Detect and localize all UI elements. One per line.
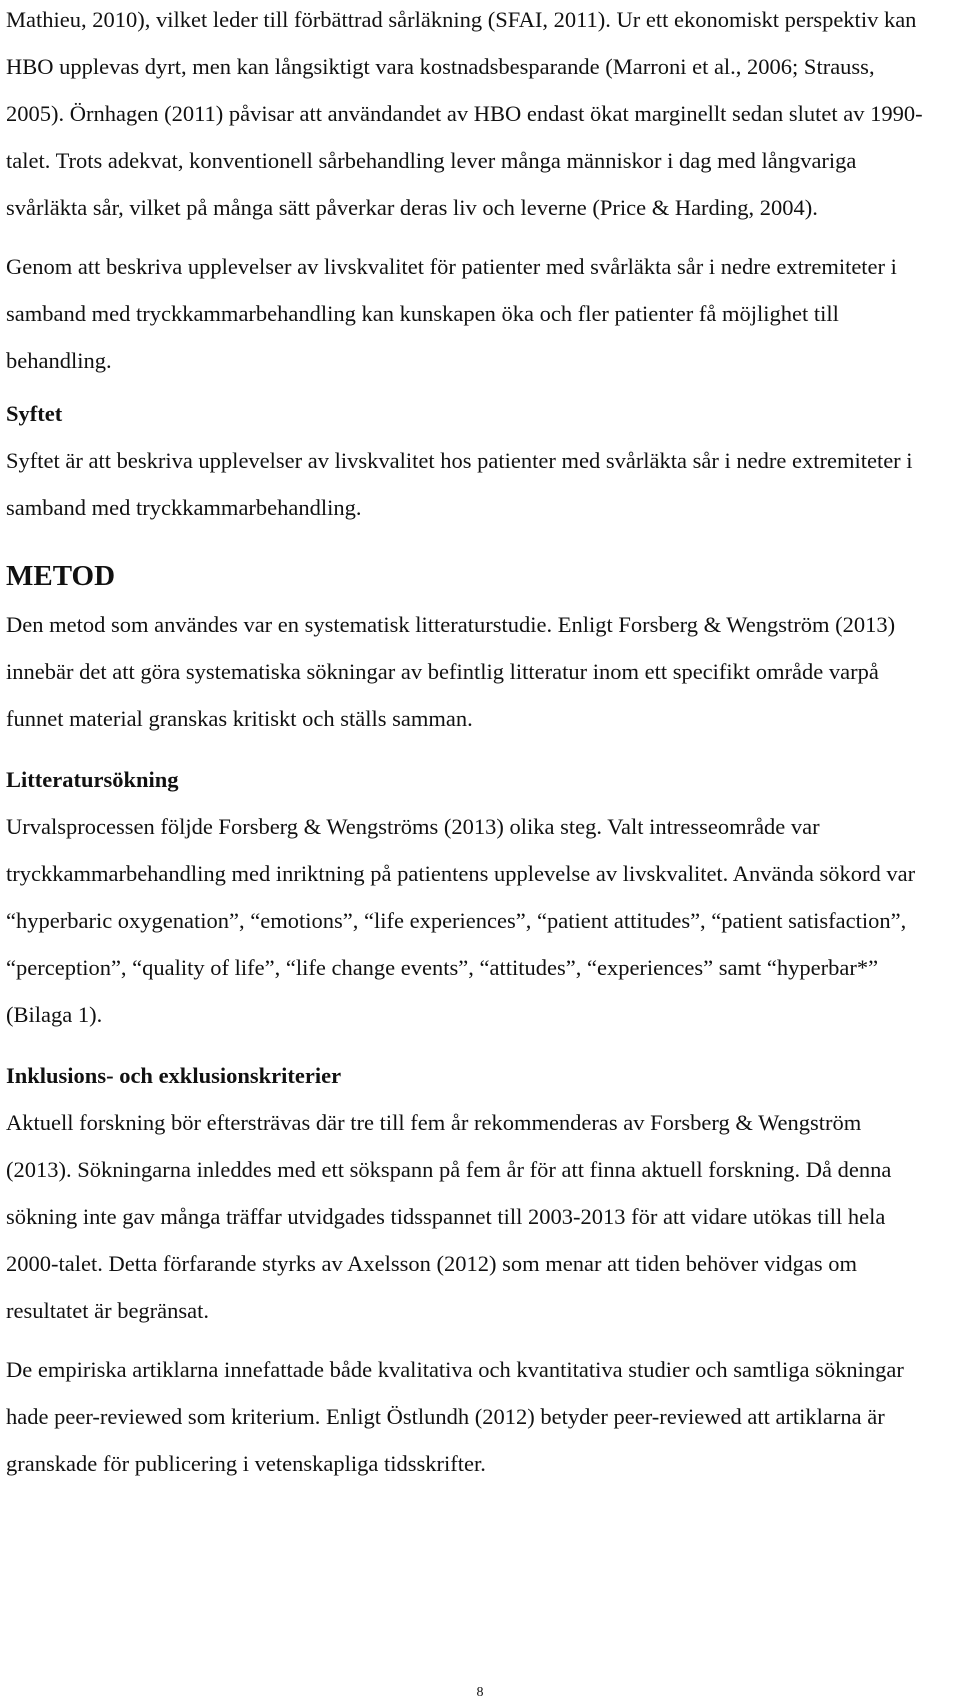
body-paragraph: Genom att beskriva upplevelser av livskvalitet för patienter med svårläkta sår i nedre extremiteter i samband med tryckkammarbehandling kan kunskapen öka och fler patienter få möjlighet till behandling. xyxy=(6,254,897,373)
body-paragraph: Den metod som användes var en systematisk litteraturstudie. Enligt Forsberg & Wengström (2013) innebär det att göra systematiska sökningar av befintlig litteratur inom ett specifikt område varpå funnet material granskas kritiskt och ställs samman. xyxy=(6,612,896,731)
body-paragraph: Aktuell forskning bör eftersträvas där tre till fem år rekommenderas av Forsberg & Wengström (2013). Sökningarna inleddes med ett sökspann på fem år för att finna aktuell forskning. Då denna sökning inte gav många träffar utvidgades tidsspannet till 2003-2013 för att vidare utökas till hela 2000-talet. Detta förfarande styrks av Axelsson (2012) som menar att tiden behöver vidgas om resultatet är begränsat. xyxy=(6,1110,892,1323)
section-heading-metod: METOD xyxy=(6,560,116,592)
body-paragraph: Mathieu, 2010), vilket leder till förbättrad sårläkning (SFAI, 2011). Ur ett ekonomiskt perspektiv kan HBO upplevas dyrt, men kan långsiktigt vara kostnadsbesparande (Marroni et al., 2006; Strauss, 2005). Örnhagen (2011) påvisar att användandet av HBO endast ökat marginellt sedan slutet av 1990-talet. Trots adekvat, konventionell sårbehandling lever många människor i dag med långvariga svårläkta sår, vilket på många sätt påverkar deras liv och leverne (Price & Harding, 2004). xyxy=(6,7,923,220)
body-paragraph: De empiriska artiklarna innefattade både kvalitativa och kvantitativa studier och samtliga sökningar hade peer-reviewed som kriterium. Enligt Östlundh (2012) betyder peer-reviewed att artiklarna är granskade för publicering i vetenskapliga tidsskrifter. xyxy=(6,1357,904,1476)
section-heading-inklusionskriterier: Inklusions- och exklusionskriterier xyxy=(6,1063,342,1088)
body-paragraph: Syftet är att beskriva upplevelser av livskvalitet hos patienter med svårläkta sår i nedre extremiteter i samband med tryckkammarbehandling. xyxy=(6,448,913,520)
section-heading-syftet: Syftet xyxy=(6,401,63,426)
section-heading-litteratursokning: Litteratursökning xyxy=(6,767,179,792)
page-number: 8 xyxy=(476,1685,484,1700)
body-paragraph: Urvalsprocessen följde Forsberg & Wengströms (2013) olika steg. Valt intresseområde var tryckkammarbehandling med inriktning på patientens upplevelse av livskvalitet. Använda sökord var “hyperbaric oxygenation”, “emotions”, “life experiences”, “patient attitudes”, “patient satisfaction”, “perception”, “quality of life”, “life change events”, “attitudes”, “experiences” samt “hyperbar*” (Bilaga 1). xyxy=(6,814,916,1027)
